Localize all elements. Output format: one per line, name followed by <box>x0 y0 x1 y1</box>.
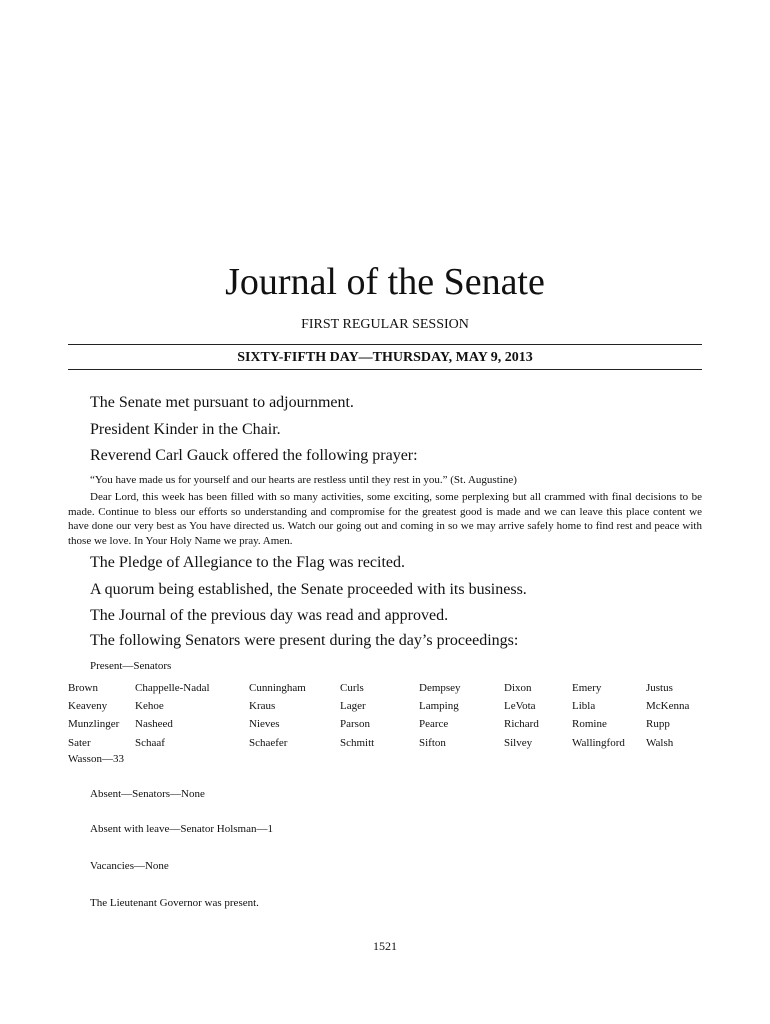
prayer-intro-text: Reverend Carl Gauck offered the following prayer: <box>90 447 418 464</box>
pledge-text: The Pledge of Allegiance to the Flag was recited. <box>90 554 406 571</box>
senator-name: Schaefer <box>249 736 288 749</box>
senator-name: Sater <box>68 736 91 749</box>
present-label: Present—Senators <box>90 660 172 672</box>
senator-name: Parson <box>340 718 370 731</box>
senator-name: Keaveny <box>68 700 108 713</box>
senator-name: Justus <box>646 682 673 695</box>
day-heading: SIXTY-FIFTH DAY—THURSDAY, MAY 9, 2013 <box>237 350 533 365</box>
table-row <box>68 697 702 715</box>
journal-approved-text: The Journal of the previous day was read and approved. <box>90 607 449 624</box>
prayer-body: Dear Lord, this week has been filled with so many activities, some exciting, some perplexing but all crammed with final decisions to be made. Continue to bless our efforts so understanding and compromise for the greatest good is made and we can leave this place content we have done our very best as You have directed us. Watch our going out and coming in so we may arrive safely home to find rest and peace with those we love. In Your Holy Name we pray. Amen. <box>68 491 702 548</box>
absent-leave-text: Absent with leave—Senator Holsman—1 <box>90 823 273 835</box>
senator-name: McKenna <box>646 700 690 713</box>
top-rule <box>68 344 702 345</box>
senator-name: Munzlinger <box>68 718 120 731</box>
senator-name: Dempsey <box>419 682 461 695</box>
table-row <box>68 679 702 697</box>
chair-text: President Kinder in the Chair. <box>90 421 281 438</box>
senator-name: Silvey <box>504 736 533 749</box>
quorum-text: A quorum being established, the Senate proceeded with its business. <box>90 581 527 598</box>
senator-name: Kraus <box>249 700 276 713</box>
prayer-quote: “You have made us for yourself and our hearts are restless until they rest in you.” (St. Augustine) <box>90 474 517 486</box>
senator-name: Schmitt <box>340 736 375 749</box>
senator-name: Richard <box>504 718 539 731</box>
senator-name: Rupp <box>646 718 670 731</box>
senator-name: Cunningham <box>249 682 306 695</box>
senator-count-line: Wasson—33 <box>68 753 124 765</box>
senator-name: Chappelle-Nadal <box>135 682 210 695</box>
table-row <box>68 715 702 733</box>
page-number: 1521 <box>373 939 397 953</box>
senator-name: Walsh <box>646 736 674 749</box>
adjournment-text: The Senate met pursuant to adjournment. <box>90 394 354 411</box>
table-row <box>68 734 702 752</box>
senator-name: Lager <box>340 700 366 713</box>
senator-name: Wallingford <box>572 736 625 749</box>
senator-name: Sifton <box>419 736 446 749</box>
senator-name: Brown <box>68 682 98 695</box>
senator-name: Emery <box>572 682 602 695</box>
senator-name: Schaaf <box>135 736 165 749</box>
lt-governor-text: The Lieutenant Governor was present. <box>90 897 259 909</box>
senator-roll-table <box>68 679 702 752</box>
bottom-rule <box>68 369 702 370</box>
senator-name: Nieves <box>249 718 280 731</box>
session-heading: FIRST REGULAR SESSION <box>301 317 469 332</box>
vacancies-text: Vacancies—None <box>90 860 169 872</box>
senator-name: Nasheed <box>135 718 173 731</box>
senator-name: Libla <box>572 700 596 713</box>
absent-text: Absent—Senators—None <box>90 788 205 800</box>
senator-name: Pearce <box>419 718 449 731</box>
senator-name: LeVota <box>504 700 536 713</box>
senator-name: Curls <box>340 682 364 695</box>
journal-title: Journal of the Senate <box>225 261 545 303</box>
senator-name: Dixon <box>504 682 532 695</box>
senator-name: Lamping <box>419 700 459 713</box>
present-intro-text: The following Senators were present during the day’s proceedings: <box>90 632 519 649</box>
senator-name: Romine <box>572 718 607 731</box>
senator-name: Kehoe <box>135 700 164 713</box>
